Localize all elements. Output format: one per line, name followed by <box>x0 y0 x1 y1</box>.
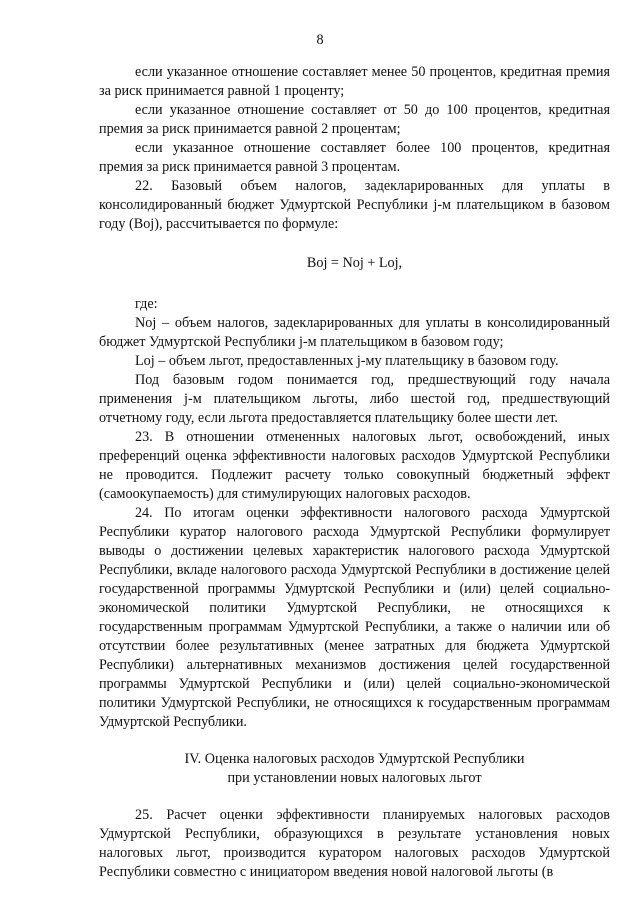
paragraph-credit-premium-2: если указанное отношение составляет от 50 до 100 процентов, кредитная премия за риск принимается равной 2 процентам; <box>99 102 610 137</box>
formula-boj: Boj = Noj + Loj, <box>306 255 403 271</box>
paragraph-24: 24. По итогам оценки эффективности налогового расхода Удмуртской Республики куратор налогового расхода Удмуртской Республики формулирует выводы о достижении целевых характеристик налогового расхода Удмуртской Республики, вкладе налогового расхода Удмуртской Республики в достижение целей государственной программы Удмуртской Республики и (или) целей социально-экономической политики Удмуртской Республики, не относящихся к государственным программам Удмуртской Республики, а также о наличии или об отсутствии более результативных (менее затратных для бюджета Удмуртской Республики) альтернативных механизмов достижения целей государственной программы Удмуртской Республики и (или) целей социально-экономической политики Удмуртской Республики, не относящихся к государственным программам Удмуртской Республики. <box>99 505 610 730</box>
page-number: 8 <box>316 32 324 48</box>
document-body <box>99 63 610 882</box>
paragraph-credit-premium-1: если указанное отношение составляет менее 50 процентов, кредитная премия за риск принимается равной 1 проценту; <box>99 64 610 99</box>
paragraph-23: 23. В отношении отмененных налоговых льгот, освобождений, иных преференций оценка эффективности налоговых расходов Удмуртской Республики не проводится. Подлежит расчету только совокупный бюджетный эффект (самоокупаемость) для стимулирующих налоговых расходов. <box>99 429 610 502</box>
definition-loj: Loj – объем льгот, предоставленных j-му плательщику в базовом году. <box>135 353 559 369</box>
definition-noj: Noj – объем налогов, задекларированных для уплаты в консолидированный бюджет Удмуртской Республики j-м плательщиком в базовом году; <box>99 315 610 350</box>
paragraph-base-year: Под базовым годом понимается год, предшествующий году начала применения j-м плательщиком льготы, либо шестой год, предшествующий отчетному году, если льгота предоставляется плательщику более шести лет. <box>99 372 610 426</box>
paragraph-22: 22. Базовый объем налогов, задекларированных для уплаты в консолидированный бюджет Удмуртской Республики j-м плательщиком в базовом году (Boj), рассчитывается по формуле: <box>99 178 610 232</box>
section-heading-line-1: IV. Оценка налоговых расходов Удмуртской Республики <box>184 751 525 767</box>
where-label: где: <box>135 296 158 312</box>
paragraph-25: 25. Расчет оценки эффективности планируемых налоговых расходов Удмуртской Республики, образующихся в результате установления новых налоговых льгот, производится куратором налоговых расходов Удмуртской Республики совместно с инициатором введения новой налоговой льготы (в <box>99 807 610 880</box>
section-heading-line-2: при установлении новых налоговых льгот <box>227 770 482 786</box>
paragraph-credit-premium-3: если указанное отношение составляет более 100 процентов, кредитная премия за риск принимается равной 3 процентам. <box>99 140 610 175</box>
